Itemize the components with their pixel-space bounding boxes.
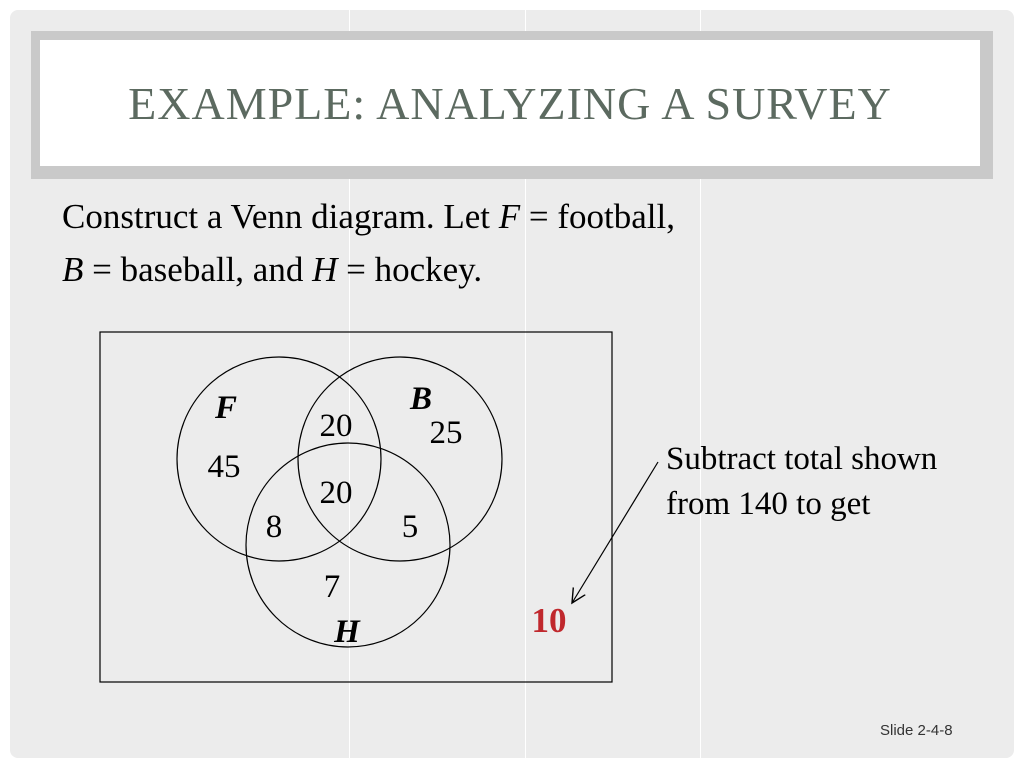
region-outside: 10 (531, 601, 567, 640)
set-b-circle (298, 357, 502, 561)
slide-title: EXAMPLE: ANALYZING A SURVEY (128, 77, 892, 129)
region-h-only: 7 (323, 569, 341, 605)
region-f-only: 45 (207, 449, 241, 485)
slide-number: Slide 2-4-8 (880, 722, 953, 739)
body-line-1: Construct a Venn diagram. Let F = football, (62, 197, 675, 236)
region-b-and-h: 5 (401, 509, 419, 545)
region-f-and-b: 20 (319, 408, 353, 444)
annotation-note: Subtract total shown from 140 to get (666, 441, 938, 522)
region-b-only: 25 (429, 415, 463, 451)
set-f-label: F (214, 390, 238, 426)
region-f-b-h: 20 (319, 475, 353, 511)
body-line-2: B = baseball, and H = hockey. (62, 250, 483, 289)
set-b-label: B (409, 381, 433, 417)
set-h-label: H (334, 614, 360, 650)
pointer-arrow (572, 462, 658, 603)
region-f-and-h: 8 (265, 509, 283, 545)
